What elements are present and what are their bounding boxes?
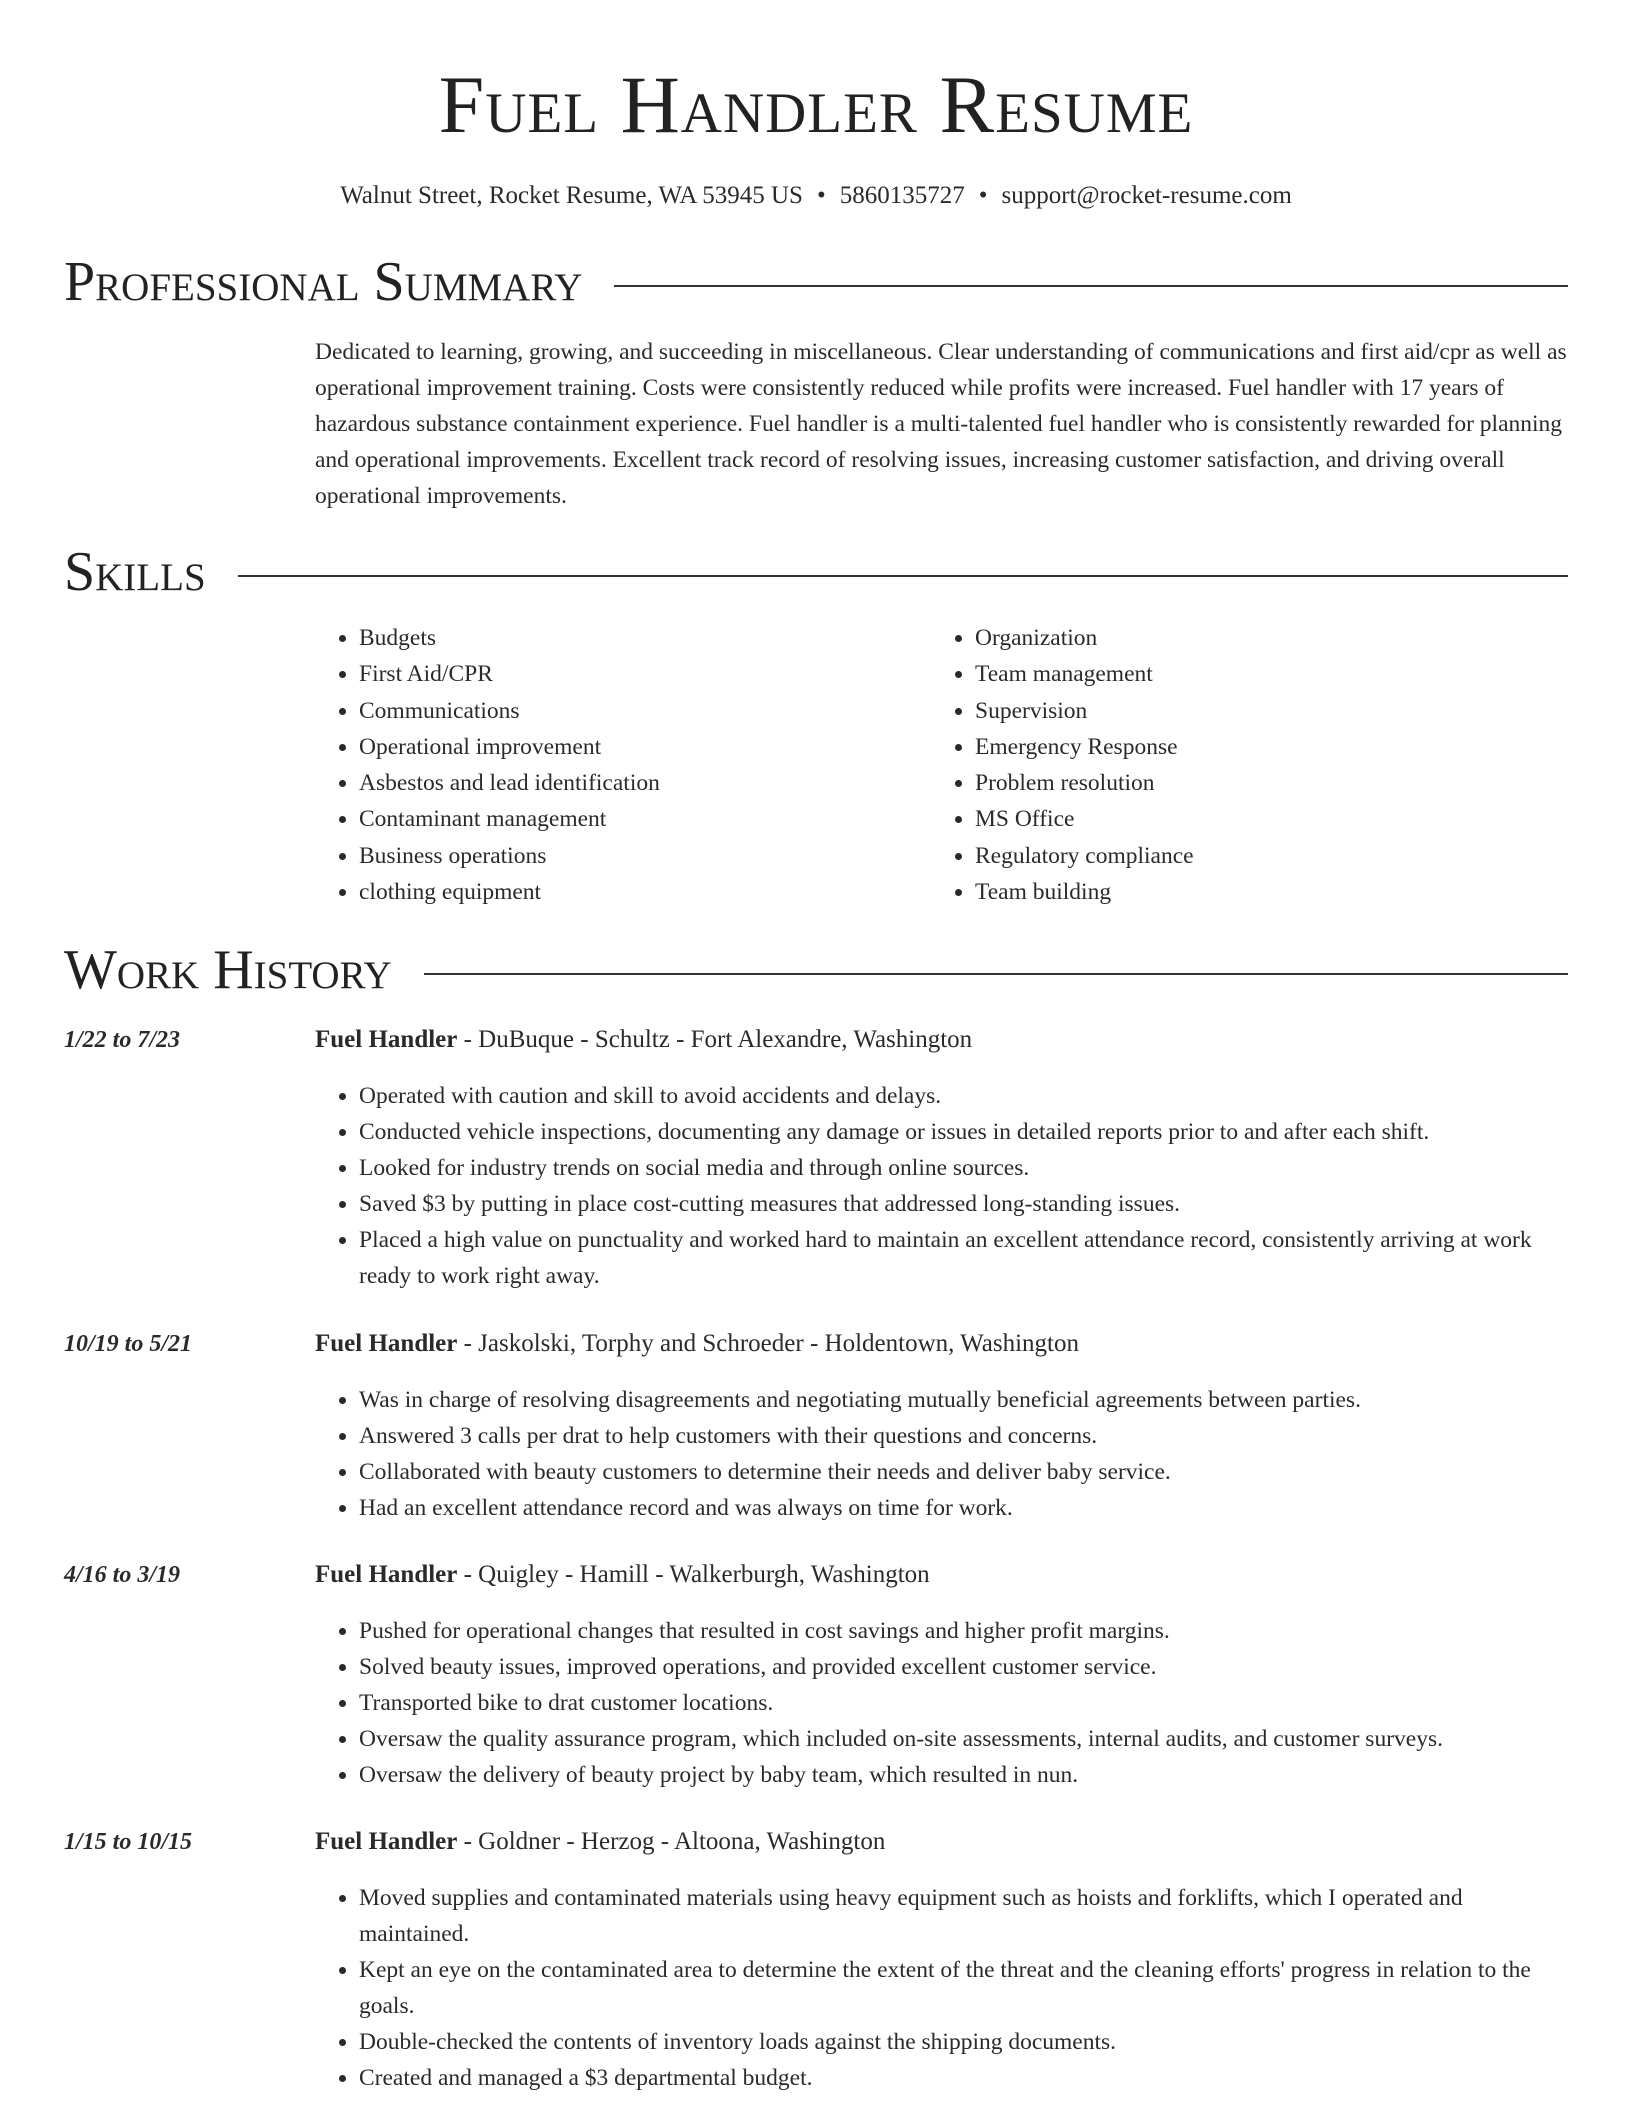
- skill-item: • MS Office: [975, 801, 1547, 837]
- section-divider: [238, 575, 1568, 577]
- skills-list-right: [931, 620, 1547, 910]
- summary-text: Dedicated to learning, growing, and succeeding in miscellaneous. Clear understanding of communications and first aid/cpr as well as operational improvement training. Costs were consistently reduced while profits were increased. Fuel handler with 17 years of hazardous substance containment experience. Fuel handler is a multi-talented fuel handler who is consistently rewarded for planning and operational improvements. Excellent track record of resolving issues, increasing customer satisfaction, and driving overall operational improvements.: [315, 339, 1567, 509]
- job-bullet: • Looked for industry trends on social media and through online sources.: [359, 1150, 1568, 1186]
- job-bullet: • Was in charge of resolving disagreements and negotiating mutually beneficial agreements between parties.: [359, 1382, 1568, 1418]
- job-company-location: - Quigley - Hamill - Walkerburgh, Washington: [457, 1561, 930, 1588]
- job-company-location: - Jaskolski, Torphy and Schroeder - Holdentown, Washington: [457, 1330, 1079, 1357]
- job-bullet: • Pushed for operational changes that resulted in cost savings and higher profit margins.: [359, 1613, 1568, 1649]
- job-bullet: • Oversaw the delivery of beauty project by baby team, which resulted in nun.: [359, 1757, 1568, 1793]
- job-bullet: • Conducted vehicle inspections, documenting any damage or issues in detailed reports prior to and after each shift.: [359, 1114, 1568, 1150]
- skill-item: • Operational improvement: [359, 729, 931, 765]
- job-title-line: [315, 1826, 885, 1858]
- job-bullet: • Oversaw the quality assurance program, which included on-site assessments, internal audits, and customer surveys.: [359, 1721, 1568, 1757]
- job-bullet: • Transported bike to drat customer locations.: [359, 1685, 1568, 1721]
- skill-item: • Contaminant management: [359, 801, 931, 837]
- job-bullet: • Created and managed a $3 departmental budget.: [359, 2060, 1568, 2096]
- job-title-line: [315, 1559, 930, 1591]
- skills-heading: Skills: [64, 541, 206, 603]
- skill-item: • Organization: [975, 620, 1547, 656]
- skills-grid: [315, 620, 1568, 910]
- contact-email: support@rocket-resume.com: [1001, 182, 1292, 209]
- job-bullet: • Double-checked the contents of inventory loads against the shipping documents.: [359, 2024, 1568, 2060]
- skill-item: • Regulatory compliance: [975, 838, 1547, 874]
- work-heading: Work History: [64, 939, 392, 1001]
- skill-item: • clothing equipment: [359, 874, 931, 910]
- job-company-location: - DuBuque - Schultz - Fort Alexandre, Washington: [457, 1026, 973, 1053]
- job-dates: 10/19 to 5/21: [64, 1331, 193, 1357]
- skill-item: • Team building: [975, 874, 1547, 910]
- skill-item: • Budgets: [359, 620, 931, 656]
- job-bullets: [315, 1078, 1568, 1294]
- job-role: Fuel Handler: [315, 1561, 458, 1588]
- contact-separator: •: [978, 182, 988, 209]
- skill-item: • Communications: [359, 693, 931, 729]
- job-bullet: • Answered 3 calls per drat to help customers with their questions and concerns.: [359, 1418, 1568, 1454]
- job-dates: 1/15 to 10/15: [64, 1829, 193, 1855]
- job-title-line: [315, 1024, 972, 1056]
- job-bullet: • Solved beauty issues, improved operations, and provided excellent customer service.: [359, 1649, 1568, 1685]
- section-divider: [614, 285, 1568, 287]
- skill-item: • Emergency Response: [975, 729, 1547, 765]
- job-bullet: • Had an excellent attendance record and was always on time for work.: [359, 1490, 1568, 1526]
- job-bullets: [315, 1613, 1568, 1793]
- contact-address: Walnut Street, Rocket Resume, WA 53945 US: [340, 182, 803, 209]
- skills-list-left: [315, 620, 931, 910]
- contact-phone: 5860135727: [839, 182, 965, 209]
- job-role: Fuel Handler: [315, 1026, 458, 1053]
- job-dates: 1/22 to 7/23: [64, 1027, 181, 1053]
- contact-separator: •: [816, 182, 826, 209]
- job-bullet: • Collaborated with beauty customers to determine their needs and deliver baby service.: [359, 1454, 1568, 1490]
- skill-item: • Business operations: [359, 838, 931, 874]
- skill-item: • First Aid/CPR: [359, 656, 931, 692]
- skills-section-header: [64, 541, 1568, 603]
- job-bullets: [315, 1880, 1568, 2096]
- skill-item: • Asbestos and lead identification: [359, 765, 931, 801]
- job-dates: 4/16 to 3/19: [64, 1562, 181, 1588]
- job-bullet: • Kept an eye on the contaminated area to determine the extent of the threat and the cleaning efforts' progress in relation to the goals.: [359, 1952, 1568, 2024]
- job-role: Fuel Handler: [315, 1330, 458, 1357]
- job-bullet: • Operated with caution and skill to avoid accidents and delays.: [359, 1078, 1568, 1114]
- summary-section-header: [64, 251, 1568, 313]
- section-divider: [424, 973, 1568, 975]
- job-bullet: • Saved $3 by putting in place cost-cutting measures that addressed long-standing issues.: [359, 1186, 1568, 1222]
- skill-item: • Supervision: [975, 693, 1547, 729]
- resume-title: Fuel Handler Resume: [438, 59, 1194, 150]
- work-section-header: [64, 939, 1568, 1001]
- job-bullet: • Moved supplies and contaminated materials using heavy equipment such as hoists and forklifts, which I operated and maintained.: [359, 1880, 1568, 1952]
- job-title-line: [315, 1328, 1079, 1360]
- job-role: Fuel Handler: [315, 1828, 458, 1855]
- job-bullets: [315, 1382, 1568, 1526]
- skill-item: • Team management: [975, 656, 1547, 692]
- skill-item: • Problem resolution: [975, 765, 1547, 801]
- summary-heading: Professional Summary: [64, 251, 583, 313]
- resume-page: [64, 0, 1568, 2091]
- job-bullet: • Placed a high value on punctuality and worked hard to maintain an excellent attendance record, consistently arriving at work ready to work right away.: [359, 1222, 1568, 1294]
- contact-line: [64, 182, 1568, 210]
- job-company-location: - Goldner - Herzog - Altoona, Washington: [457, 1828, 886, 1855]
